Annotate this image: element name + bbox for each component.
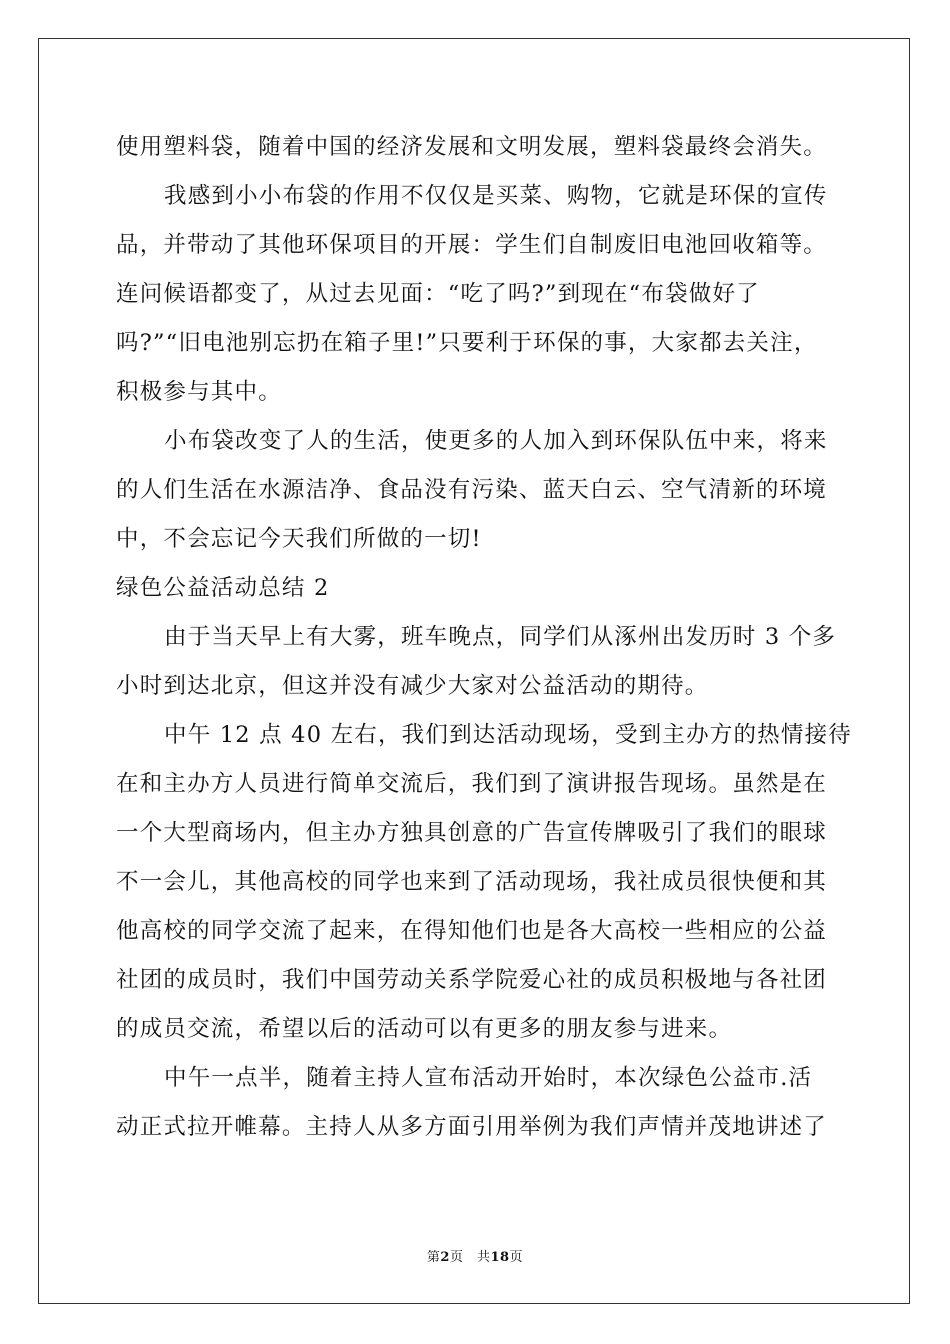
- text-line: 的人们生活在水源洁净、食品没有污染、蓝天白云、空气清新的环境: [116, 477, 828, 503]
- section-heading: 绿色公益活动总结 2: [116, 575, 330, 601]
- text-line: 积极参与其中。: [116, 379, 282, 405]
- text-line: 社团的成员时，我们中国劳动关系学院爱心社的成员积极地与各社团: [116, 967, 828, 993]
- footer-prefix: 第: [426, 1250, 441, 1265]
- text-line: 一个大型商场内，但主办方独具创意的广告宣传牌吸引了我们的眼球: [116, 820, 828, 846]
- text-line: 连问候语都变了，从过去见面：“吃了吗?”到现在“布袋做好了: [116, 281, 760, 307]
- text-line: 中，不会忘记今天我们所做的一切!: [116, 526, 482, 552]
- text-line: 使用塑料袋，随着中国的经济发展和文明发展，塑料袋最终会消失。: [116, 134, 828, 160]
- paragraph-start: 由于当天早上有大雾，班车晚点，同学们从涿州出发历时 3 个多: [164, 624, 837, 650]
- text-line: 小时到达北京，但这并没有减少大家对公益活动的期待。: [116, 673, 709, 699]
- text-line: 动正式拉开帷幕。主持人从多方面引用举例为我们声情并茂地讲述了: [116, 1114, 828, 1140]
- text-line: 品，并带动了其他环保项目的开展：学生们自制废旧电池回收箱等。: [116, 232, 828, 258]
- text-line: 在和主办方人员进行简单交流后，我们到了演讲报告现场。虽然是在: [116, 771, 828, 797]
- paragraph-start: 小布袋改变了人的生活，使更多的人加入到环保队伍中来，将来: [164, 428, 828, 454]
- text-line: 不一会儿，其他高校的同学也来到了活动现场，我社成员很快便和其: [116, 869, 828, 895]
- text-line: 的成员交流，希望以后的活动可以有更多的朋友参与进来。: [116, 1016, 733, 1042]
- page-footer: [0, 1246, 950, 1265]
- paragraph-start: 中午一点半，随着主持人宣布活动开始时，本次绿色公益市.活: [164, 1065, 813, 1091]
- footer-mid: 页 共: [449, 1250, 491, 1265]
- text-line: 他高校的同学交流了起来，在得知他们也是各大高校一些相应的公益: [116, 918, 828, 944]
- footer-suffix: 页: [509, 1250, 524, 1265]
- total-pages-number: 18: [490, 1250, 510, 1265]
- paragraph-start: 我感到小小布袋的作用不仅仅是买菜、购物，它就是环保的宣传: [164, 183, 828, 209]
- current-page-number: 2: [440, 1250, 450, 1265]
- document-body: [116, 123, 852, 1152]
- paragraph-start: 中午 12 点 40 左右，我们到达活动现场，受到主办方的热情接待: [164, 722, 852, 748]
- text-line: 吗?”“旧电池别忘扔在箱子里!”只要利于环保的事，大家都去关注，: [116, 330, 818, 356]
